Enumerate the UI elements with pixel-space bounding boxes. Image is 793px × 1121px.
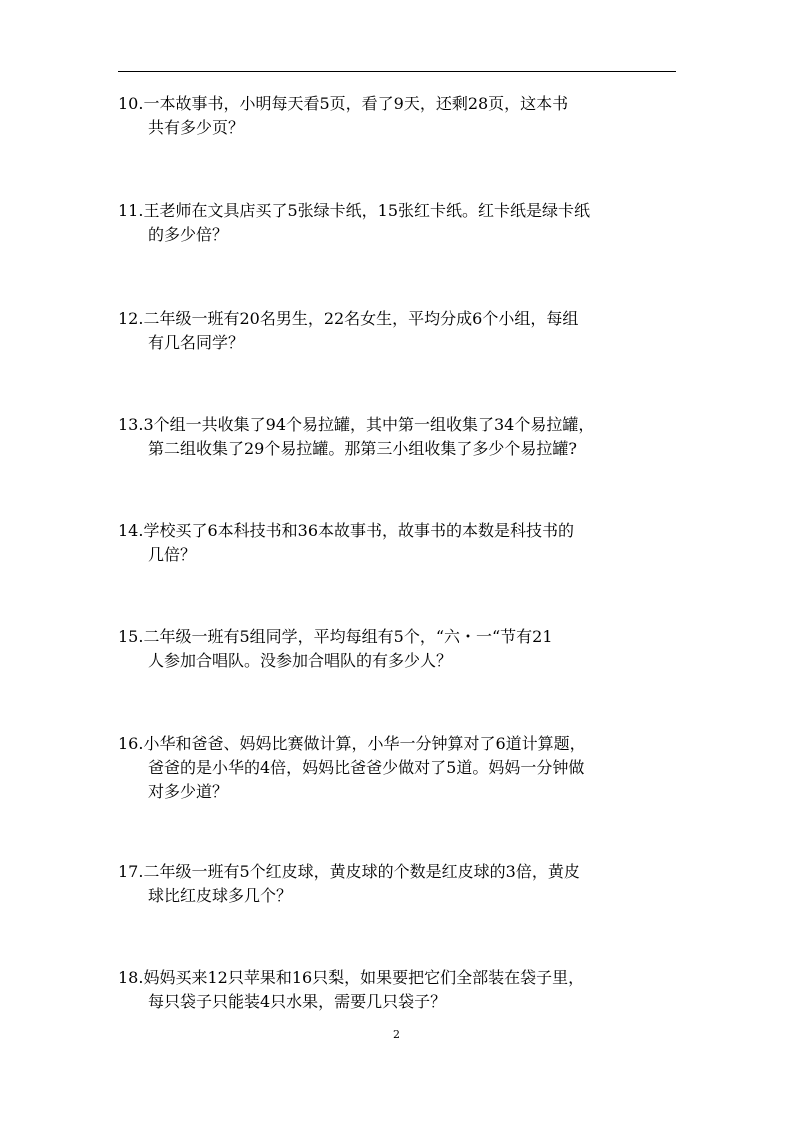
question-12 <box>118 307 658 355</box>
question-text-line: 学校买了6本科技书和36本故事书，故事书的本数是科技书的 <box>143 521 574 540</box>
question-18 <box>118 966 658 1014</box>
header-rule <box>118 71 676 72</box>
question-text-line: 一本故事书，小明每天看5页，看了9天，还剩28页，这本书 <box>143 94 569 113</box>
question-10 <box>118 92 658 140</box>
question-text-line: 小华和爸爸、妈妈比赛做计算，小华一分钟算对了6道计算题， <box>143 734 586 753</box>
question-text-line: 第二组收集了29个易拉罐。那第三小组收集了多少个易拉罐? <box>148 439 577 458</box>
question-text-line: 王老师在文具店买了5张绿卡纸，15张红卡纸。红卡纸是绿卡纸 <box>143 201 590 220</box>
question-15 <box>118 625 658 673</box>
question-text-line: 球比红皮球多几个？ <box>148 886 293 905</box>
question-number: 13. <box>118 415 144 434</box>
question-text-line: 每只袋子只能装4只水果，需要几只袋子？ <box>148 992 447 1011</box>
question-text-line: 妈妈买来12只苹果和16只梨，如果要把它们全部装在袋子里， <box>143 968 585 987</box>
question-number: 15. <box>118 627 144 646</box>
question-number: 12. <box>118 309 144 328</box>
question-number: 10. <box>118 94 144 113</box>
page-number: 2 <box>393 1028 400 1041</box>
question-text-line: 二年级一班有5个红皮球，黄皮球的个数是红皮球的3倍，黄皮 <box>143 862 580 881</box>
question-number: 14. <box>118 521 144 540</box>
question-text-line: 二年级一班有20名男生，22名女生，平均分成6个小组，每组 <box>143 309 579 328</box>
question-text-line: 二年级一班有5组同学，平均每组有5个，“六・一“节有21 <box>143 627 553 646</box>
question-text-line: 对多少道？ <box>148 782 229 801</box>
question-number: 11. <box>118 201 144 220</box>
question-number: 18. <box>118 968 144 987</box>
question-17 <box>118 860 658 908</box>
question-number: 17. <box>118 862 144 881</box>
question-11 <box>118 199 658 247</box>
question-text-line: 几倍？ <box>148 545 197 564</box>
question-14 <box>118 519 658 567</box>
question-13 <box>118 413 658 461</box>
question-16 <box>118 732 658 804</box>
question-number: 16. <box>118 734 144 753</box>
question-text-line: 有几名同学？ <box>148 333 245 352</box>
question-text-line: 人参加合唱队。没参加合唱队的有多少人？ <box>148 651 453 670</box>
question-text-line: 3个组一共收集了94个易拉罐，其中第一组收集了34个易拉罐， <box>143 415 595 434</box>
question-text-line: 的多少倍？ <box>148 225 229 244</box>
question-text-line: 爸爸的是小华的4倍，妈妈比爸爸少做对了5道。妈妈一分钟做 <box>148 758 585 777</box>
question-text-line: 共有多少页？ <box>148 118 245 137</box>
